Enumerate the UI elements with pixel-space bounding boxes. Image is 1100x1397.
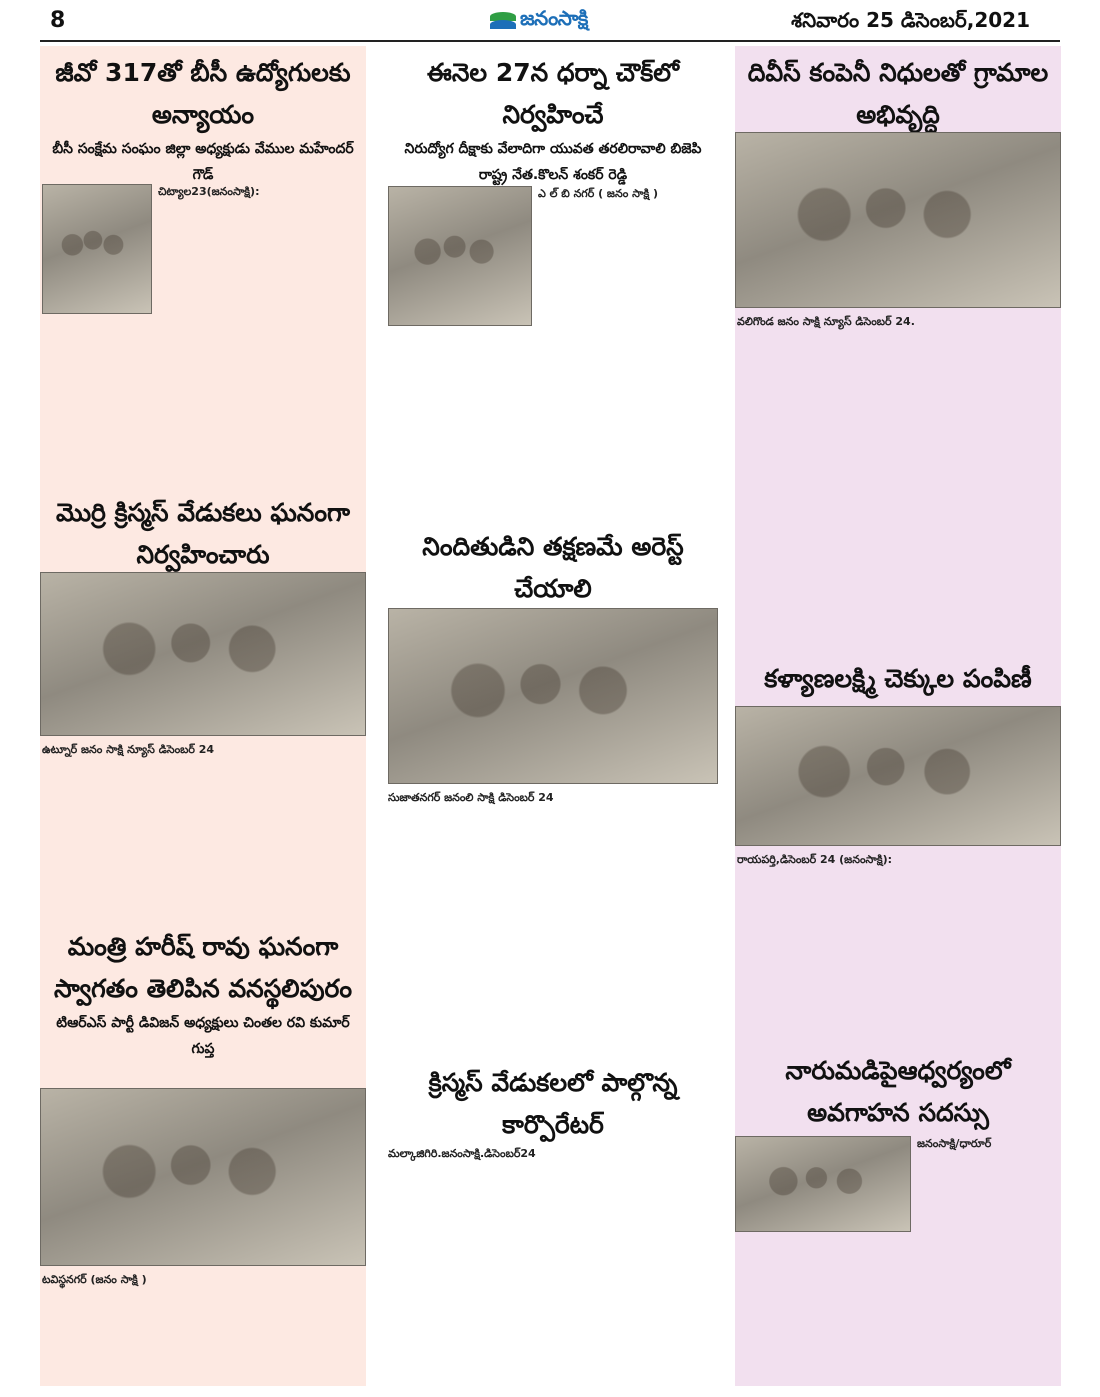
article-dateline: చిట్యాల23(జనంసాక్షి): [158, 185, 260, 198]
article-body [538, 186, 718, 202]
article-nursery-awareness [735, 1050, 1061, 1134]
portrait-photo [42, 184, 152, 314]
newspaper-name: జనంసాక్షి [520, 6, 588, 30]
article-harish-rao-welcome [40, 926, 366, 1062]
article-headline: మంత్రి హరీష్ రావు ఘనంగా స్వాగతం తెలిపిన వనస్థలిపురం [53, 932, 353, 1003]
article-dharna-chowk [386, 52, 720, 188]
article-headline: దివీస్ కంపెనీ నిధులతో గ్రామాల అభివృద్ధి [747, 58, 1049, 129]
article-subheadline: టిఆర్ఎస్ పార్టీ డివిజన్ అధ్యక్షులు చింతల రవి కుమార్ గుప్త [56, 1015, 350, 1057]
article-dateline: వలిగొండ జనం సాక్షి న్యూస్ డిసెంబర్ 24. [737, 315, 915, 328]
article-kalyana-lakshmi [735, 658, 1061, 700]
article-headline: జీవో 317తో బీసీ ఉద్యోగులకు అన్యాయం [55, 58, 351, 129]
christmas-cake-photo [40, 572, 366, 736]
article-body [388, 1146, 718, 1162]
foundation-ceremony-photo [735, 132, 1061, 308]
article-divis-development [735, 52, 1061, 136]
field-awareness-photo [735, 1136, 911, 1232]
column-right [735, 46, 1061, 1386]
article-dateline: టవిస్థనగర్ (జనం సాక్షి ) [42, 1273, 147, 1286]
article-subheadline: నిరుద్యోగ దీక్షాకు వేలాదిగా యువత తరలిరావాలి బిజెపి రాష్ట్ర నేత.కొలన్ శంకర్ రెడ్డి [404, 141, 702, 183]
article-body [917, 1136, 1059, 1152]
issue-date: శనివారం 25 డిసెంబర్,2021 [791, 8, 1030, 32]
column-middle [386, 46, 720, 1386]
article-headline: మొర్రి క్రిస్మస్ వేడుకలు ఘనంగా నిర్వహించారు [55, 498, 351, 569]
article-body [42, 742, 364, 758]
article-headline: నారుమడిపైఆధ్వర్యంలో అవగాహన సదస్సు [785, 1056, 1011, 1127]
article-dateline: రాయపర్తి,డిసెంబర్ 24 (జనంసాక్షి): [737, 853, 893, 866]
page-number: 8 [50, 8, 66, 33]
article-body [42, 1272, 364, 1288]
article-subheadline: బీసీ సంక్షేమ సంఘం జిల్లా అధ్యక్షుడు వేముల మహేందర్ గౌడ్ [52, 141, 354, 183]
article-body [737, 852, 1059, 868]
masthead [0, 0, 1100, 42]
minister-welcome-photo [40, 1088, 366, 1266]
article-body [737, 314, 1059, 330]
article-bc-employees [40, 52, 366, 188]
article-corporator-christmas [386, 1062, 720, 1146]
village-visit-photo [388, 608, 718, 784]
article-body [388, 790, 718, 806]
article-arrest-accused [386, 526, 720, 610]
logo-wave-icon [490, 10, 516, 32]
article-headline: క్రిస్మస్ వేడుకలలో పాల్గొన్న కార్పొరేటర్ [428, 1068, 678, 1139]
article-headline: కళ్యాణలక్ష్మి చెక్కుల పంపిణీ [764, 664, 1032, 693]
column-left [40, 46, 366, 1386]
article-dateline: సుజాతనగర్ జనంలి సాక్షి డిసెంబర్ 24 [388, 791, 554, 804]
article-dateline: ఉట్నూర్ జనం సాక్షి న్యూస్ డిసెంబర్ 24 [42, 743, 215, 756]
article-dateline: ఎ ల్ బి నగర్ ( జనం సాక్షి ) [538, 187, 659, 200]
article-dateline: మల్కాజిగిరి.జనంసాక్షి.డిసెంబర్24 [388, 1147, 536, 1160]
article-body [158, 184, 364, 200]
article-dateline: జనంసాక్షి/ధారూర్ [917, 1137, 992, 1150]
newspaper-logo [490, 6, 588, 35]
bouquet-greeting-photo [388, 186, 532, 326]
article-headline: నిందితుడిని తక్షణమే అరెస్ట్ చేయాలి [422, 532, 684, 603]
article-christmas-utnoor [40, 492, 366, 576]
cheque-distribution-photo [735, 706, 1061, 846]
article-headline: ఈనెల 27న ధర్నా చౌక్‌లో నిర్వహించే [427, 58, 679, 129]
masthead-rule [40, 40, 1060, 42]
